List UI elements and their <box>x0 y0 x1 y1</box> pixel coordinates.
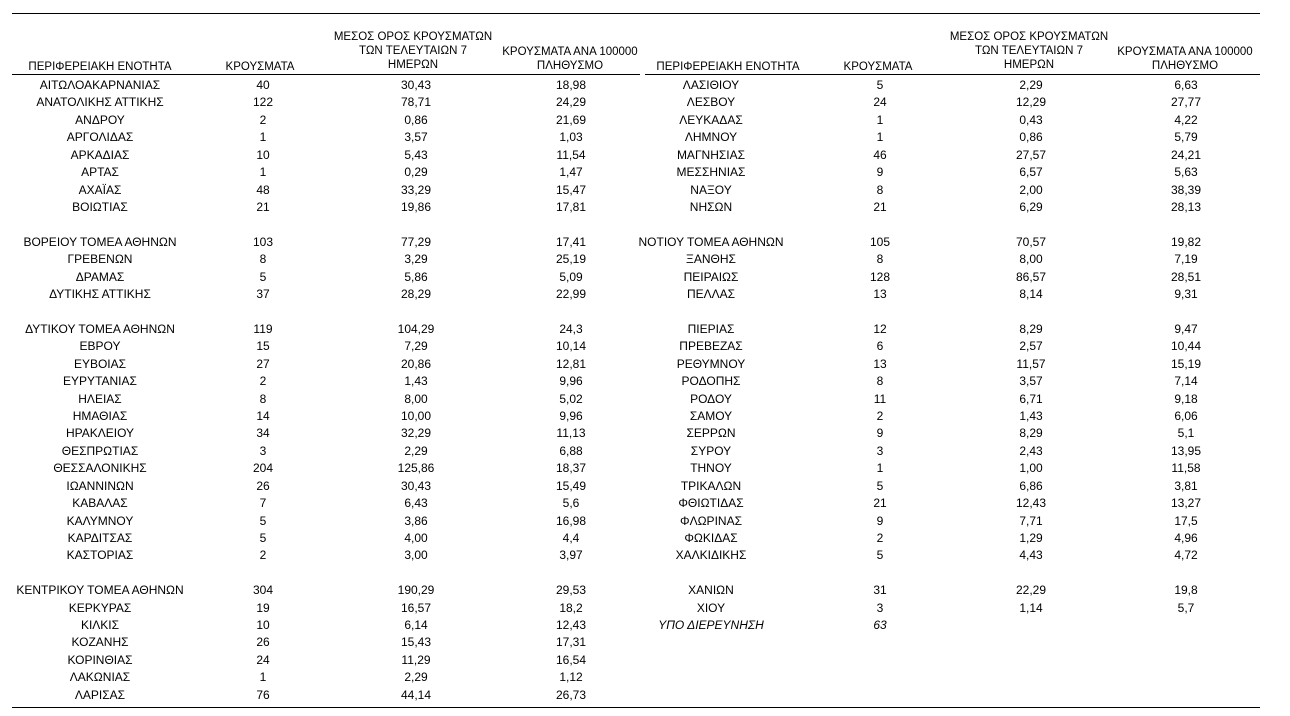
cases-value: 5 <box>876 78 884 92</box>
region-name: ΕΥΡΥΤΑΝΙΑΣ <box>63 374 137 389</box>
region-name: ΛΕΥΚΑΔΑΣ <box>679 112 743 127</box>
cases-value: 8 <box>876 182 884 197</box>
region-name: ΚΑΡΔΙΤΣΑΣ <box>67 530 133 545</box>
avg-7day-value: 3,86 <box>404 513 428 528</box>
cases-value: 1 <box>876 461 884 476</box>
avg-7day-value: 3,57 <box>404 130 428 145</box>
avg-7day-value: 78,71 <box>400 95 432 110</box>
avg-7day-value: 20,86 <box>400 356 432 371</box>
avg-7day-value: 6,43 <box>404 496 428 511</box>
per100k-value: 3,81 <box>1174 478 1198 493</box>
region-name: ΦΛΩΡΙΝΑΣ <box>680 513 742 528</box>
region-name: ΦΩΚΙΔΑΣ <box>684 530 738 545</box>
avg-7day-value: 3,29 <box>404 252 428 267</box>
per100k-value: 15,49 <box>555 478 587 493</box>
right-header-region: ΠΕΡΙΦΕΡΕΙΑΚΗ ΕΝΟΤΗΤΑ <box>656 61 800 73</box>
avg-7day-value: 19,86 <box>400 199 432 214</box>
region-name: ΜΕΣΣΗΝΙΑΣ <box>676 165 746 180</box>
cases-value: 2 <box>876 530 884 545</box>
cases-value: 11 <box>873 391 887 406</box>
per100k-value: 10,14 <box>555 339 587 354</box>
cases-value: 5 <box>259 513 267 528</box>
left-header-region: ΠΕΡΙΦΕΡΕΙΑΚΗ ΕΝΟΤΗΤΑ <box>28 61 172 73</box>
region-name: ΧΑΛΚΙΔΙΚΗΣ <box>675 548 747 563</box>
avg-7day-value: 6,86 <box>1019 478 1043 493</box>
per100k-value: 18,98 <box>555 78 587 92</box>
table-row <box>0 408 1290 425</box>
per100k-value: 9,47 <box>1174 321 1198 336</box>
avg-7day-value: 1,00 <box>1019 461 1043 476</box>
cases-value: 6 <box>876 339 884 354</box>
avg-7day-value: 0,86 <box>1019 130 1043 145</box>
per100k-value: 29,53 <box>555 583 587 598</box>
region-name: ΗΛΕΙΑΣ <box>78 391 122 406</box>
cases-value: 8 <box>876 252 884 267</box>
cases-value: 5 <box>259 530 267 545</box>
region-name: ΛΑΣΙΘΙΟΥ <box>682 78 740 92</box>
per100k-value: 17,31 <box>555 635 587 650</box>
region-name: ΚΑΛΥΜΝΟΥ <box>66 513 134 528</box>
region-name: ΠΕΛΛΑΣ <box>686 287 736 302</box>
per100k-value: 9,96 <box>559 408 583 423</box>
cases-value: 13 <box>873 287 887 302</box>
left-header-cases: ΚΡΟΥΣΜΑΤΑ <box>225 61 295 73</box>
per100k-value: 4,4 <box>562 530 580 545</box>
region-name: ΡΟΔΟΠΗΣ <box>681 374 741 389</box>
cases-value: 10 <box>256 618 270 633</box>
region-name: ΑΡΤΑΣ <box>81 165 119 180</box>
cases-value: 8 <box>259 252 267 267</box>
table-row <box>0 634 1290 651</box>
table-row <box>0 582 1290 599</box>
region-name: ΠΙΕΡΙΑΣ <box>687 321 735 336</box>
per100k-value: 7,14 <box>1174 374 1198 389</box>
per100k-value: 11,13 <box>556 426 586 441</box>
cases-value: 3 <box>259 443 267 458</box>
avg-7day-value: 2,29 <box>1019 78 1043 92</box>
cases-value: 2 <box>259 374 267 389</box>
per100k-value: 24,21 <box>1170 147 1202 162</box>
cases-value: 2 <box>259 548 267 563</box>
avg-7day-value: 8,00 <box>1019 252 1043 267</box>
avg-7day-value: 10,00 <box>400 408 432 423</box>
cases-value: 24 <box>873 95 887 110</box>
avg-7day-value: 70,57 <box>1015 234 1047 249</box>
cases-value: 2 <box>876 408 884 423</box>
table-row <box>0 129 1290 146</box>
per100k-value: 28,13 <box>1170 199 1202 214</box>
table-row <box>0 251 1290 268</box>
table-row <box>0 669 1290 686</box>
per100k-value: 7,19 <box>1174 252 1198 267</box>
avg-7day-value: 12,29 <box>1015 95 1047 110</box>
region-name: ΛΑΚΩΝΙΑΣ <box>69 670 131 685</box>
region-name: ΦΘΙΩΤΙΔΑΣ <box>678 496 744 511</box>
table-row <box>0 321 1290 338</box>
avg-7day-value: 16,57 <box>400 600 432 615</box>
region-name: ΡΕΘΥΜΝΟΥ <box>676 356 746 371</box>
region-name: ΙΩΑΝΝΙΝΩΝ <box>66 478 134 493</box>
avg-7day-value: 6,57 <box>1019 165 1043 180</box>
per100k-value: 1,12 <box>559 670 583 685</box>
avg-7day-value: 8,00 <box>404 391 428 406</box>
per100k-value: 24,3 <box>559 321 583 336</box>
per100k-value: 5,6 <box>562 496 580 511</box>
cases-value: 24 <box>256 652 270 667</box>
cases-value: 31 <box>873 583 887 598</box>
cases-value: 15 <box>256 339 270 354</box>
avg-7day-value: 3,57 <box>1019 374 1043 389</box>
cases-value: 34 <box>256 426 270 441</box>
table-row <box>0 443 1290 460</box>
cases-value: 14 <box>256 408 270 423</box>
avg-7day-value: 8,29 <box>1019 426 1043 441</box>
avg-7day-value: 28,29 <box>400 287 432 302</box>
region-name: ΔΡΑΜΑΣ <box>75 269 125 284</box>
per100k-value: 4,96 <box>1174 530 1198 545</box>
region-name: ΕΥΒΟΙΑΣ <box>73 356 127 371</box>
cases-value: 1 <box>259 670 267 685</box>
region-name: ΚΙΛΚΙΣ <box>80 618 120 633</box>
region-name: ΘΕΣΣΑΛΟΝΙΚΗΣ <box>53 461 147 476</box>
cases-value: 46 <box>873 147 887 162</box>
cases-value: 204 <box>252 461 274 476</box>
table-row <box>0 391 1290 408</box>
table-row <box>0 617 1290 634</box>
cases-value: 1 <box>876 112 884 127</box>
cases-value: 8 <box>259 391 267 406</box>
cases-value: 21 <box>873 199 887 214</box>
table-row <box>0 478 1290 495</box>
cases-value: 21 <box>873 496 887 511</box>
avg-7day-value: 6,71 <box>1019 391 1043 406</box>
top-border <box>12 13 1260 14</box>
region-name: ΣΥΡΟΥ <box>690 443 732 458</box>
avg-7day-value: 77,29 <box>400 234 432 249</box>
region-name: ΔΥΤΙΚΟΥ ΤΟΜΕΑ ΑΘΗΝΩΝ <box>25 321 175 336</box>
table-row <box>0 234 1290 251</box>
cases-value: 37 <box>256 287 270 302</box>
cases-value: 5 <box>259 269 267 284</box>
table-row <box>0 425 1290 442</box>
avg-7day-value: 86,57 <box>1015 269 1047 284</box>
table-row <box>0 600 1290 617</box>
region-name: ΡΟΔΟΥ <box>690 391 732 406</box>
per100k-value: 10,44 <box>1170 339 1202 354</box>
per100k-value: 25,19 <box>555 252 587 267</box>
region-name: ΤΡΙΚΑΛΩΝ <box>680 478 742 493</box>
table-row <box>0 513 1290 530</box>
region-name: ΑΡΚΑΔΙΑΣ <box>70 147 130 162</box>
per100k-value: 15,19 <box>1170 356 1202 371</box>
per100k-value: 4,72 <box>1174 548 1198 563</box>
region-name: ΑΙΤΩΛΟΑΚΑΡΝΑΝΙΑΣ <box>39 78 161 92</box>
region-name: ΠΡΕΒΕΖΑΣ <box>679 339 743 354</box>
cases-value: 9 <box>876 426 884 441</box>
per100k-value: 38,39 <box>1170 182 1202 197</box>
avg-7day-value: 22,29 <box>1015 583 1047 598</box>
avg-7day-value: 5,43 <box>404 147 428 162</box>
region-name: ΑΝΑΤΟΛΙΚΗΣ ΑΤΤΙΚΗΣ <box>36 95 164 110</box>
region-name: ΚΑΣΤΟΡΙΑΣ <box>66 548 134 563</box>
table-row <box>0 687 1290 704</box>
per100k-value: 11,54 <box>556 147 586 162</box>
avg-7day-value: 44,14 <box>400 687 432 702</box>
region-name: ΞΑΝΘΗΣ <box>686 252 736 267</box>
per100k-value: 13,95 <box>1170 443 1202 458</box>
per100k-value: 5,63 <box>1174 165 1198 180</box>
cases-value: 10 <box>256 147 270 162</box>
cases-value: 1 <box>876 130 884 145</box>
avg-7day-value: 2,00 <box>1019 182 1043 197</box>
avg-7day-value: 11,57 <box>1016 356 1046 371</box>
per100k-value: 15,47 <box>555 182 587 197</box>
cases-value: 1 <box>259 130 267 145</box>
avg-7day-value: 0,86 <box>404 112 428 127</box>
cases-value: 7 <box>259 496 267 511</box>
right-header-rule <box>645 74 1260 75</box>
region-name: ΚΕΡΚΥΡΑΣ <box>68 600 132 615</box>
avg-7day-value: 2,43 <box>1019 443 1043 458</box>
avg-7day-value: 30,43 <box>400 78 432 92</box>
region-name: ΑΡΓΟΛΙΔΑΣ <box>66 130 134 145</box>
per100k-value: 12,43 <box>555 618 587 633</box>
per100k-value: 17,41 <box>555 234 587 249</box>
per100k-value: 13,27 <box>1170 496 1202 511</box>
per100k-value: 5,02 <box>559 391 583 406</box>
avg-7day-value: 7,71 <box>1019 513 1043 528</box>
region-name: ΧΙΟΥ <box>696 600 726 615</box>
table-row <box>0 286 1290 303</box>
table-row <box>0 199 1290 216</box>
cases-value: 3 <box>876 443 884 458</box>
cases-value: 2 <box>259 112 267 127</box>
left-header-rule <box>12 74 640 75</box>
region-name: ΔΥΤΙΚΗΣ ΑΤΤΙΚΗΣ <box>49 287 151 302</box>
avg-7day-value: 0,43 <box>1019 112 1043 127</box>
table-row <box>0 338 1290 355</box>
cases-value: 105 <box>869 234 891 249</box>
cases-value: 40 <box>256 78 270 92</box>
per100k-value: 5,79 <box>1174 130 1198 145</box>
table-row <box>0 652 1290 669</box>
avg-7day-value: 2,29 <box>404 670 428 685</box>
cases-value: 5 <box>876 478 884 493</box>
table-row <box>0 460 1290 477</box>
table-row <box>0 164 1290 181</box>
table-row <box>0 147 1290 164</box>
per100k-value: 27,77 <box>1170 95 1202 110</box>
cases-value: 3 <box>876 600 884 615</box>
avg-7day-value: 8,29 <box>1019 321 1043 336</box>
per100k-value: 17,81 <box>555 199 587 214</box>
avg-7day-value: 3,00 <box>404 548 428 563</box>
avg-7day-value: 6,14 <box>404 618 428 633</box>
region-name: ΥΠΟ ΔΙΕΡΕΥΝΗΣΗ <box>658 618 764 633</box>
avg-7day-value: 12,43 <box>1015 496 1047 511</box>
cases-value: 9 <box>876 165 884 180</box>
per100k-value: 5,09 <box>559 269 583 284</box>
per100k-value: 12,81 <box>555 356 587 371</box>
region-name: ΜΑΓΝΗΣΙΑΣ <box>676 147 746 162</box>
right-header-avg: ΜΕΣΟΣ ΟΡΟΣ ΚΡΟΥΣΜΑΤΩΝ ΤΩΝ ΤΕΛΕΥΤΑΙΩΝ 7 ΗΜΕΡΩΝ <box>949 31 1109 71</box>
per100k-value: 24,29 <box>555 95 587 110</box>
per100k-value: 3,97 <box>559 548 583 563</box>
region-name: ΣΕΡΡΩΝ <box>686 426 736 441</box>
avg-7day-value: 8,14 <box>1019 287 1043 302</box>
table-row <box>0 182 1290 199</box>
per100k-value: 11,58 <box>1171 461 1201 476</box>
cases-value: 1 <box>259 165 267 180</box>
per100k-value: 9,96 <box>559 374 583 389</box>
cases-value: 128 <box>869 269 891 284</box>
per100k-value: 17,5 <box>1174 513 1198 528</box>
avg-7day-value: 125,86 <box>397 461 435 476</box>
avg-7day-value: 27,57 <box>1015 147 1047 162</box>
left-header-per100k: ΚΡΟΥΣΜΑΤΑ ΑΝΑ 100000 ΠΛΗΘΥΣΜΟ <box>502 46 638 72</box>
table-row <box>0 373 1290 390</box>
per100k-value: 28,51 <box>1170 269 1202 284</box>
left-header-avg: ΜΕΣΟΣ ΟΡΟΣ ΚΡΟΥΣΜΑΤΩΝ ΤΩΝ ΤΕΛΕΥΤΑΙΩΝ 7 ΗΜΕΡΩΝ <box>333 31 493 71</box>
avg-7day-value: 15,43 <box>400 635 432 650</box>
cases-value: 8 <box>876 374 884 389</box>
cases-value: 19 <box>256 600 270 615</box>
table-row <box>0 112 1290 129</box>
per100k-value: 6,88 <box>559 443 583 458</box>
avg-7day-value: 190,29 <box>397 583 435 598</box>
per100k-value: 1,47 <box>559 165 583 180</box>
region-name: ΚΟΖΑΝΗΣ <box>71 635 129 650</box>
avg-7day-value: 33,29 <box>400 182 432 197</box>
table-row <box>0 530 1290 547</box>
table-row <box>0 269 1290 286</box>
avg-7day-value: 1,14 <box>1019 600 1043 615</box>
avg-7day-value: 4,43 <box>1019 548 1043 563</box>
avg-7day-value: 2,57 <box>1019 339 1043 354</box>
right-header-cases: ΚΡΟΥΣΜΑΤΑ <box>843 61 913 73</box>
region-name: ΗΜΑΘΙΑΣ <box>72 408 128 423</box>
region-name: ΑΝΔΡΟΥ <box>75 112 125 127</box>
per100k-value: 5,1 <box>1177 426 1195 441</box>
region-name: ΚΟΡΙΝΘΙΑΣ <box>67 652 133 667</box>
cases-value: 26 <box>256 635 270 650</box>
bottom-border <box>12 707 1260 708</box>
region-name: ΝΟΤΙΟΥ ΤΟΜΕΑ ΑΘΗΝΩΝ <box>638 234 784 249</box>
region-name: ΝΗΣΩΝ <box>689 199 733 214</box>
per100k-value: 9,18 <box>1174 391 1198 406</box>
per100k-value: 6,63 <box>1174 78 1198 92</box>
region-name: ΝΑΞΟΥ <box>690 182 732 197</box>
cases-value: 76 <box>256 687 270 702</box>
per100k-value: 5,7 <box>1177 600 1195 615</box>
cases-value: 103 <box>252 234 274 249</box>
region-name: ΛΑΡΙΣΑΣ <box>74 687 126 702</box>
region-name: ΧΑΝΙΩΝ <box>688 583 734 598</box>
avg-7day-value: 11,29 <box>401 652 431 667</box>
region-name: ΛΗΜΝΟΥ <box>684 130 738 145</box>
cases-value: 26 <box>256 478 270 493</box>
per100k-value: 16,98 <box>555 513 587 528</box>
region-name: ΚΑΒΑΛΑΣ <box>72 496 128 511</box>
avg-7day-value: 32,29 <box>400 426 432 441</box>
table-row <box>0 547 1290 564</box>
region-name: ΤΗΝΟΥ <box>690 461 732 476</box>
avg-7day-value: 30,43 <box>400 478 432 493</box>
region-name: ΒΟΡΕΙΟΥ ΤΟΜΕΑ ΑΘΗΝΩΝ <box>23 234 177 249</box>
cases-value: 5 <box>876 548 884 563</box>
per100k-value: 26,73 <box>555 687 587 702</box>
avg-7day-value: 1,43 <box>404 374 428 389</box>
avg-7day-value: 0,29 <box>404 165 428 180</box>
region-name: ΚΕΝΤΡΙΚΟΥ ΤΟΜΕΑ ΑΘΗΝΩΝ <box>16 583 184 598</box>
avg-7day-value: 1,43 <box>1019 408 1043 423</box>
avg-7day-value: 4,00 <box>404 530 428 545</box>
region-name: ΑΧΑΪΑΣ <box>78 182 122 197</box>
region-name: ΘΕΣΠΡΩΤΙΑΣ <box>61 443 139 458</box>
per100k-value: 18,2 <box>559 600 583 615</box>
per100k-value: 19,82 <box>1170 234 1202 249</box>
per100k-value: 1,03 <box>559 130 583 145</box>
avg-7day-value: 1,29 <box>1019 530 1043 545</box>
per100k-value: 16,54 <box>555 652 587 667</box>
cases-value: 48 <box>256 182 270 197</box>
region-name: ΗΡΑΚΛΕΙΟΥ <box>65 426 135 441</box>
region-name: ΓΡΕΒΕΝΩΝ <box>67 252 133 267</box>
region-name: ΣΑΜΟΥ <box>689 408 733 423</box>
per100k-value: 9,31 <box>1174 287 1198 302</box>
cases-value: 9 <box>876 513 884 528</box>
region-name: ΕΒΡΟΥ <box>79 339 121 354</box>
cases-value: 119 <box>253 321 273 336</box>
per100k-value: 22,99 <box>555 287 587 302</box>
per100k-value: 6,06 <box>1174 408 1198 423</box>
avg-7day-value: 6,29 <box>1019 199 1043 214</box>
per100k-value: 18,37 <box>555 461 587 476</box>
per100k-value: 19,8 <box>1174 583 1198 598</box>
cases-value: 304 <box>252 583 274 598</box>
avg-7day-value: 5,86 <box>404 269 428 284</box>
table-row <box>0 77 1290 94</box>
avg-7day-value: 7,29 <box>404 339 428 354</box>
cases-value: 122 <box>252 95 274 110</box>
region-name: ΒΟΙΩΤΙΑΣ <box>72 199 128 214</box>
cases-value: 13 <box>873 356 887 371</box>
cases-value: 21 <box>256 199 270 214</box>
avg-7day-value: 2,29 <box>404 443 428 458</box>
per100k-value: 4,22 <box>1174 112 1198 127</box>
table-row <box>0 495 1290 512</box>
table-row <box>0 94 1290 111</box>
cases-value: 27 <box>256 356 270 371</box>
avg-7day-value: 104,29 <box>397 321 435 336</box>
region-name: ΛΕΣΒΟΥ <box>686 95 736 110</box>
cases-value: 12 <box>873 321 887 336</box>
region-name: ΠΕΙΡΑΙΩΣ <box>683 269 739 284</box>
right-header-per100k: ΚΡΟΥΣΜΑΤΑ ΑΝΑ 100000 ΠΛΗΘΥΣΜΟ <box>1117 46 1253 72</box>
table-row <box>0 356 1290 373</box>
per100k-value: 21,69 <box>555 112 587 127</box>
cases-value: 63 <box>873 618 887 633</box>
